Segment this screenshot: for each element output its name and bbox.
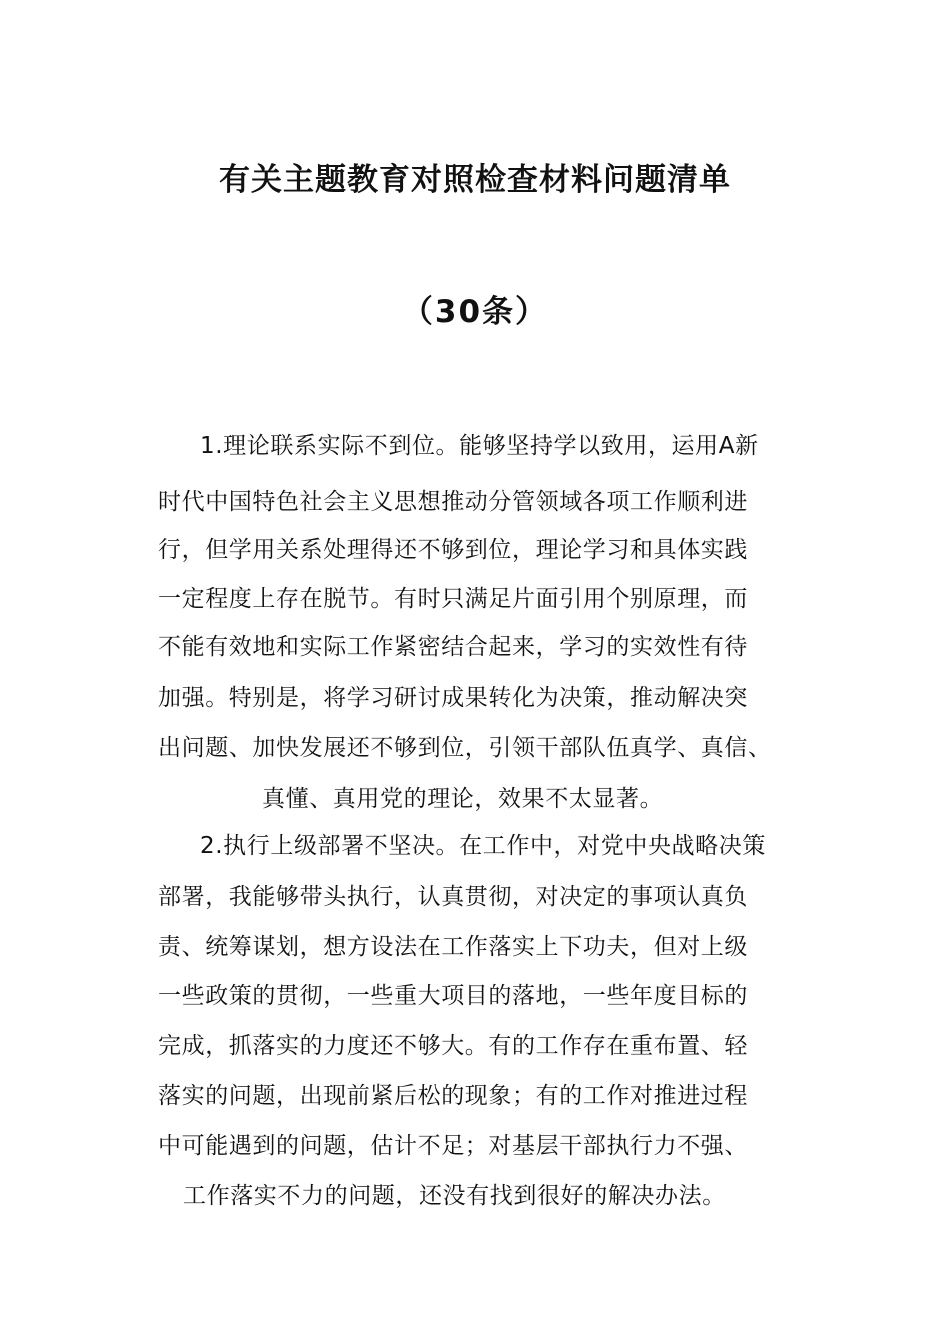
- paragraph-line: 加强。特别是，将学习研讨成果转化为决策，推动解决突: [158, 685, 748, 711]
- paragraph-line: 不能有效地和实际工作紧密结合起来，学习的实效性有待: [158, 634, 748, 660]
- paragraph-line: 行，但学用关系处理得还不够到位，理论学习和具体实践: [158, 537, 748, 563]
- paragraph-line: 一些政策的贯彻，一些重大项目的落地，一些年度目标的: [158, 983, 748, 1009]
- paragraph-line: 时代中国特色社会主义思想推动分管领域各项工作顺利进: [158, 489, 748, 515]
- paragraph-line: 一定程度上存在脱节。有时只满足片面引用个别原理，而: [158, 586, 748, 612]
- paragraph-line: 2.执行上级部署不坚决。在工作中，对党中央战略决策: [200, 833, 766, 859]
- paragraph-line: 真懂、真用党的理论，效果不太显著。: [262, 786, 664, 812]
- paragraph-line: 落实的问题，出现前紧后松的现象；有的工作对推进过程: [158, 1083, 748, 1109]
- document-subtitle: （30条）: [401, 294, 549, 330]
- paragraph-line: 工作落实不力的问题，还没有找到很好的解决办法。: [183, 1183, 726, 1209]
- paragraph-line: 责、统筹谋划，想方设法在工作落实上下功夫，但对上级: [158, 934, 748, 960]
- paragraph-line: 出问题、加快发展还不够到位，引领干部队伍真学、真信、: [158, 735, 772, 761]
- paragraph-line: 1.理论联系实际不到位。能够坚持学以致用，运用A新: [200, 433, 759, 459]
- paragraph-line: 部署，我能够带头执行，认真贯彻，对决定的事项认真负: [158, 884, 748, 910]
- paragraph-line: 中可能遇到的问题，估计不足；对基层干部执行力不强、: [158, 1133, 748, 1159]
- paragraph-line: 完成，抓落实的力度还不够大。有的工作存在重布置、轻: [158, 1033, 748, 1059]
- document-title: 有关主题教育对照检查材料问题清单: [219, 162, 731, 198]
